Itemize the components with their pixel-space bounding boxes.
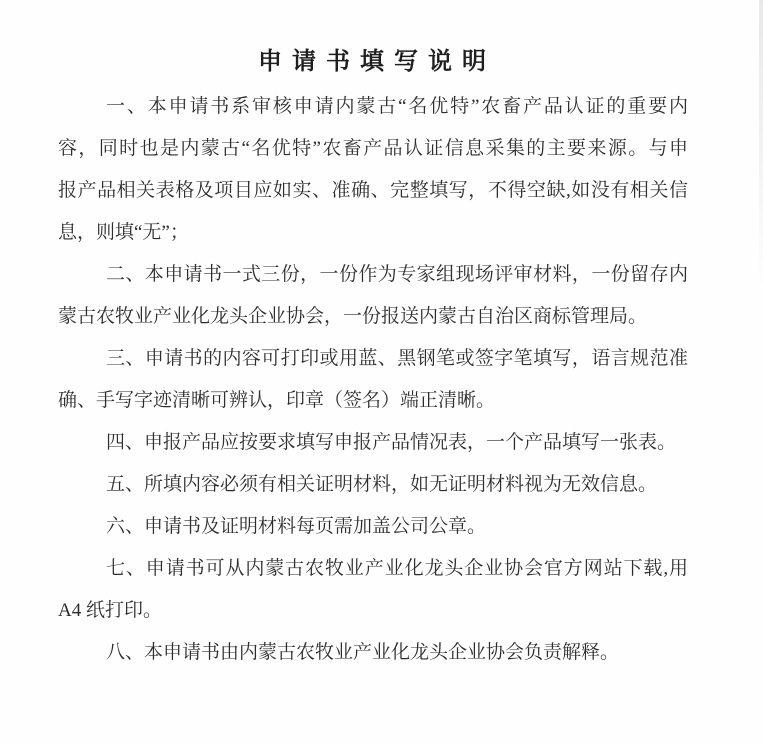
scan-edge-artifact [759,0,763,290]
paragraph [58,86,688,254]
text-line: 七、申请书可从内蒙古农牧业产业化龙头企业协会官方网站下载,用 [106,558,688,579]
text-line: 二、本申请书一式三份，一份作为专家组现场评审材料，一份留存内 [106,264,688,285]
document-title: 申 请 书 填 写 说 明 [258,49,488,75]
text-line: 息，则填“无”； [58,222,189,243]
text-line: 一、本申请书系审核申请内蒙古“名优特”农畜产品认证的重要内 [106,96,688,117]
text-line: 蒙古农牧业产业化龙头企业协会，一份报送内蒙古自治区商标管理局。 [58,306,648,327]
paragraph [58,254,688,338]
text-line: 六、申请书及证明材料每页需加盖公司公章。 [106,516,487,537]
text-line: 八、本申请书由内蒙古农牧业产业化龙头企业协会负责解释。 [106,642,620,663]
text-line: 容，同时也是内蒙古“名优特”农畜产品认证信息采集的主要来源。与申 [58,138,688,159]
text-line: 四、申报产品应按要求填写申报产品情况表，一个产品填写一张表。 [106,432,677,453]
paragraph [58,506,688,548]
text-line: 报产品相关表格及项目应如实、准确、完整填写，不得空缺,如没有相关信 [58,180,688,201]
text-line: 三、申请书的内容可打印或用蓝、黑钢笔或签字笔填写，语言规范准 [106,348,688,369]
paragraph [58,548,688,632]
paragraph [58,422,688,464]
paragraph [58,632,688,674]
text-line: 确、手写字迹清晰可辨认，印章（签名）端正清晰。 [58,390,496,411]
text-line: A4 纸打印。 [58,600,162,621]
paragraph [58,338,688,422]
document-body [58,86,688,674]
paragraph [58,464,688,506]
text-line: 五、所填内容必须有相关证明材料，如无证明材料视为无效信息。 [106,474,658,495]
